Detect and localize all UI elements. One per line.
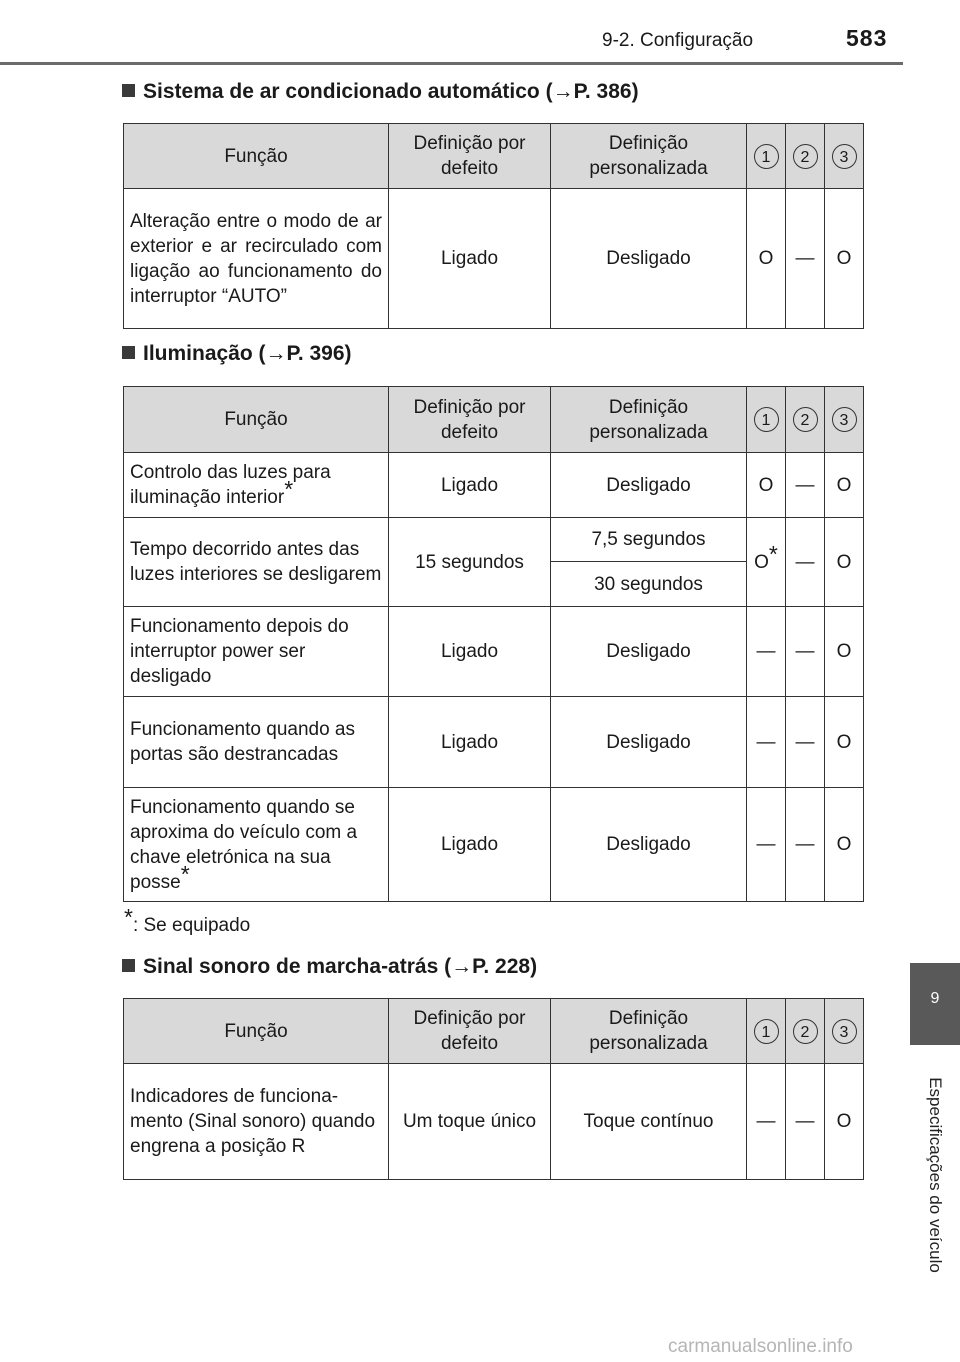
method-1-value: O: [754, 551, 769, 573]
function-cell: Funcionamento depois do interruptor power ser desligado: [124, 607, 389, 697]
asterisk-mark: *: [284, 476, 294, 502]
method-3-cell: O: [825, 607, 864, 697]
custom-cell: Desligado: [551, 453, 747, 518]
default-cell: 15 segundos: [389, 518, 551, 607]
method-1-cell: [747, 518, 786, 607]
function-text: Controlo das luzes para iluminação interior: [130, 462, 331, 508]
section-title: 9-2. Configuração: [602, 30, 754, 51]
table-row: [124, 1064, 864, 1180]
method-2-cell: —: [786, 518, 825, 607]
method-1-cell: —: [747, 1064, 786, 1180]
number-1-circle-icon: 1: [754, 144, 779, 169]
method-1-cell: O: [747, 189, 786, 329]
method-3-cell: O: [825, 453, 864, 518]
table-row: [124, 697, 864, 788]
custom-cell: Desligado: [551, 788, 747, 902]
header-function: Função: [124, 999, 389, 1064]
square-bullet-icon: [122, 346, 135, 359]
header-function: Função: [124, 124, 389, 189]
section-heading-text: Iluminação (→P. 396): [143, 342, 352, 365]
method-3-cell: O: [825, 1064, 864, 1180]
header-function: Função: [124, 387, 389, 453]
chapter-label-box: [913, 1050, 957, 1300]
header-custom-setting: Definição personalizada: [551, 387, 747, 453]
section-heading-air-conditioning: [122, 80, 639, 104]
section-heading-text: Sistema de ar condicionado automático (→P. 386): [143, 80, 639, 103]
method-2-cell: —: [786, 788, 825, 902]
table-row: [124, 189, 864, 329]
default-cell: Ligado: [389, 788, 551, 902]
header-custom-setting: Definição personalizada: [551, 999, 747, 1064]
header-custom-setting: Definição personalizada: [551, 124, 747, 189]
header-method-2: [786, 124, 825, 189]
method-2-cell: —: [786, 189, 825, 329]
square-bullet-icon: [122, 959, 135, 972]
custom-cell: Toque contínuo: [551, 1064, 747, 1180]
custom-option-cell: 30 segundos: [551, 562, 747, 607]
function-cell: [124, 788, 389, 902]
method-2-cell: —: [786, 697, 825, 788]
asterisk-mark: *: [180, 860, 190, 887]
custom-cell: Desligado: [551, 189, 747, 329]
method-2-cell: —: [786, 607, 825, 697]
custom-cell: Desligado: [551, 607, 747, 697]
number-2-circle-icon: 2: [793, 144, 818, 169]
table-header-row: [124, 387, 864, 453]
custom-option-cell: 7,5 segundos: [551, 518, 747, 562]
header-divider: [0, 62, 903, 65]
method-1-cell: —: [747, 697, 786, 788]
default-cell: Um toque único: [389, 1064, 551, 1180]
chapter-tab: [910, 963, 960, 1045]
method-1-cell: O: [747, 453, 786, 518]
method-1-cell: —: [747, 788, 786, 902]
number-1-circle-icon: 1: [754, 1019, 779, 1044]
table-row: [124, 453, 864, 518]
page-header: [0, 0, 960, 62]
default-cell: Ligado: [389, 607, 551, 697]
default-cell: Ligado: [389, 189, 551, 329]
function-cell: Funcionamento quando as portas são destrancadas: [124, 697, 389, 788]
header-method-3: [825, 999, 864, 1064]
method-3-cell: O: [825, 697, 864, 788]
method-1-cell: —: [747, 607, 786, 697]
section-heading-text: Sinal sonoro de marcha-atrás (→P. 228): [143, 955, 538, 978]
reverse-buzzer-table: [123, 998, 864, 1180]
custom-cell: Desligado: [551, 697, 747, 788]
table-row: [124, 788, 864, 902]
number-3-circle-icon: 3: [832, 1019, 857, 1044]
header-method-2: [786, 387, 825, 453]
default-cell: Ligado: [389, 453, 551, 518]
method-3-cell: O: [825, 788, 864, 902]
header-method-1: [747, 999, 786, 1064]
lighting-table: [123, 386, 864, 902]
header-method-3: [825, 124, 864, 189]
section-heading-reverse-buzzer: [122, 955, 537, 979]
table-row: [124, 607, 864, 697]
table-header-row: [124, 124, 864, 189]
number-3-circle-icon: 3: [832, 407, 857, 432]
function-text: Funcionamento quando se aproxima do veículo com a chave eletrónica na sua posse: [130, 796, 358, 893]
method-3-cell: O: [825, 518, 864, 607]
header-method-2: [786, 999, 825, 1064]
function-cell: Alteração entre o modo de ar exterior e ar recirculado com ligação ao funcionamento do interruptor “AUTO”: [124, 189, 389, 329]
method-2-cell: —: [786, 453, 825, 518]
watermark: carmanualsonline.info: [668, 1336, 853, 1357]
section-heading-lighting: [122, 342, 352, 366]
number-1-circle-icon: 1: [754, 407, 779, 432]
asterisk-mark: *: [768, 540, 778, 567]
function-cell: Tempo decorrido antes das luzes interiores se desligarem: [124, 518, 389, 607]
number-3-circle-icon: 3: [832, 144, 857, 169]
chapter-label: Especificações do veículo: [926, 1077, 945, 1273]
number-2-circle-icon: 2: [793, 1019, 818, 1044]
page-number: 583: [846, 25, 888, 51]
method-3-cell: O: [825, 189, 864, 329]
header-default-setting: Definição por defeito: [389, 387, 551, 453]
square-bullet-icon: [122, 84, 135, 97]
header-default-setting: Definição por defeito: [389, 999, 551, 1064]
air-conditioning-table: [123, 123, 864, 329]
number-2-circle-icon: 2: [793, 407, 818, 432]
header-method-3: [825, 387, 864, 453]
default-cell: Ligado: [389, 697, 551, 788]
footnote-text: : Se equipado: [132, 915, 251, 936]
header-default-setting: Definição por defeito: [389, 124, 551, 189]
footnote: [124, 904, 251, 937]
method-2-cell: —: [786, 1064, 825, 1180]
table-header-row: [124, 999, 864, 1064]
header-method-1: [747, 124, 786, 189]
chapter-number: 9: [930, 990, 940, 1007]
function-cell: [124, 453, 389, 518]
asterisk-mark: *: [124, 904, 133, 930]
table-row: [124, 518, 864, 562]
function-cell: Indicadores de funcionamento (Sinal sonoro) quando engrena a posição R: [124, 1064, 389, 1180]
header-method-1: [747, 387, 786, 453]
